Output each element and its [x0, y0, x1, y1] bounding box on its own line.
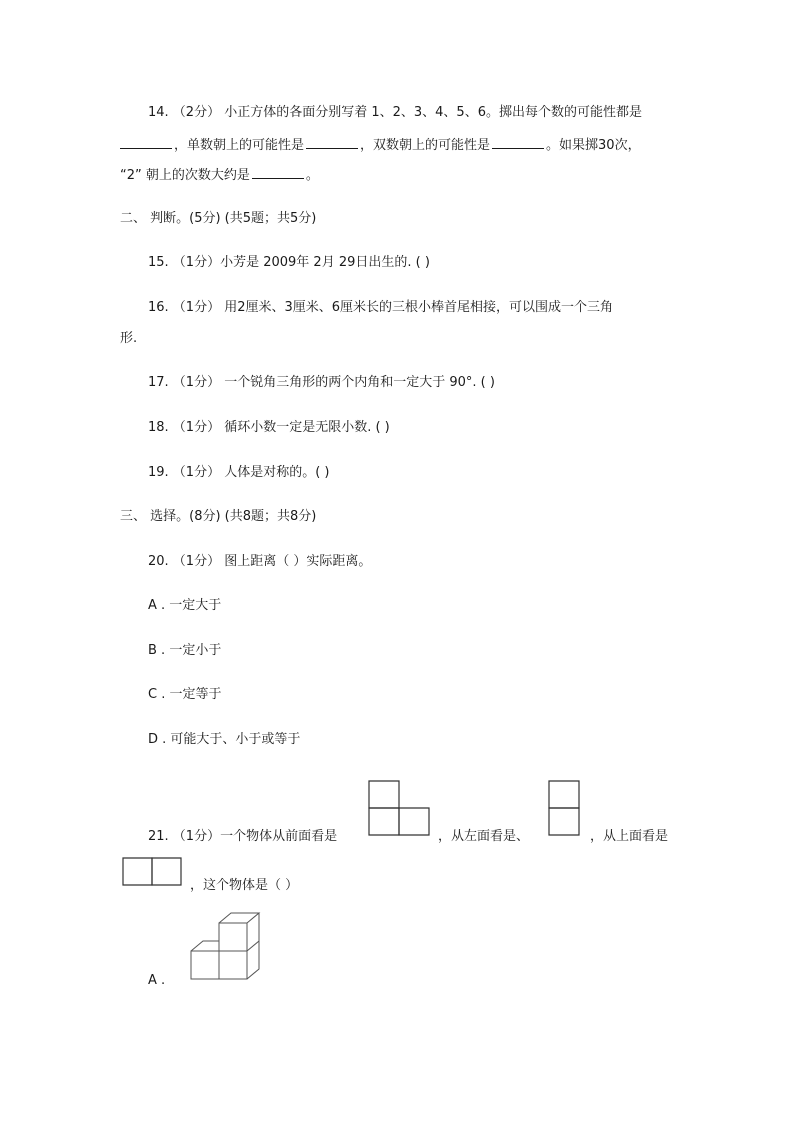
q18-text: 18. （1分） 循环小数一定是无限小数. ( ) [148, 420, 390, 435]
answer-blank-4[interactable] [252, 165, 304, 179]
q14-line2 [120, 135, 641, 155]
q21-stem-d: ，这个物体是（ ） [190, 878, 299, 893]
q16-line2: 形. [120, 331, 138, 346]
q20-option-c[interactable]: C . 一定等于 [148, 687, 222, 702]
front-view-figure [368, 780, 432, 838]
q14-line3-a: “2” 朝上的次数大约是 [120, 168, 250, 183]
option-a-cube-figure[interactable] [188, 910, 268, 985]
q20-option-d[interactable]: D . 可能大于、小于或等于 [148, 732, 301, 747]
q21-option-a-label[interactable]: A . [148, 973, 166, 988]
section-2-title: 二、 判断。(5分) (共5题；共5分) [120, 211, 317, 226]
q14-line2-c: 。如果掷30次， [546, 138, 641, 153]
left-view-figure [548, 780, 582, 838]
q17-text: 17. （1分） 一个锐角三角形的两个内角和一定大于 90°. ( ) [148, 375, 495, 390]
q14-line1: 14. （2分） 小正方体的各面分别写着 1、2、3、4、5、6。掷出每个数的可能性都是 [148, 105, 642, 120]
q21-stem-c: ，从上面看是 [590, 829, 669, 844]
q15-text: 15. （1分）小芳是 2009年 2月 29日出生的. ( ) [148, 255, 430, 270]
answer-blank-2[interactable] [306, 135, 358, 149]
section-3-title: 三、 选择。(8分) (共8题；共8分) [120, 509, 317, 524]
q14-line2-a: ，单数朝上的可能性是 [174, 138, 305, 153]
q20-option-a[interactable]: A . 一定大于 [148, 598, 222, 613]
q14-line3 [120, 165, 319, 185]
q20-option-b[interactable]: B . 一定小于 [148, 643, 222, 658]
answer-blank-3[interactable] [492, 135, 544, 149]
top-view-figure [122, 857, 184, 887]
q21-stem-a: 21. （1分）一个物体从前面看是 [148, 829, 338, 844]
q14-line3-b: 。 [305, 168, 319, 183]
q21-stem-b: ，从左面看是、 [438, 829, 530, 844]
q20-stem: 20. （1分） 图上距离（ ）实际距离。 [148, 554, 372, 569]
q19-text: 19. （1分） 人体是对称的。( ) [148, 465, 330, 480]
answer-blank-1[interactable] [120, 135, 172, 149]
q14-line2-b: ，双数朝上的可能性是 [360, 138, 491, 153]
q16-line1: 16. （1分） 用2厘米、3厘米、6厘米长的三根小棒首尾相接，可以围成一个三角 [148, 300, 614, 315]
